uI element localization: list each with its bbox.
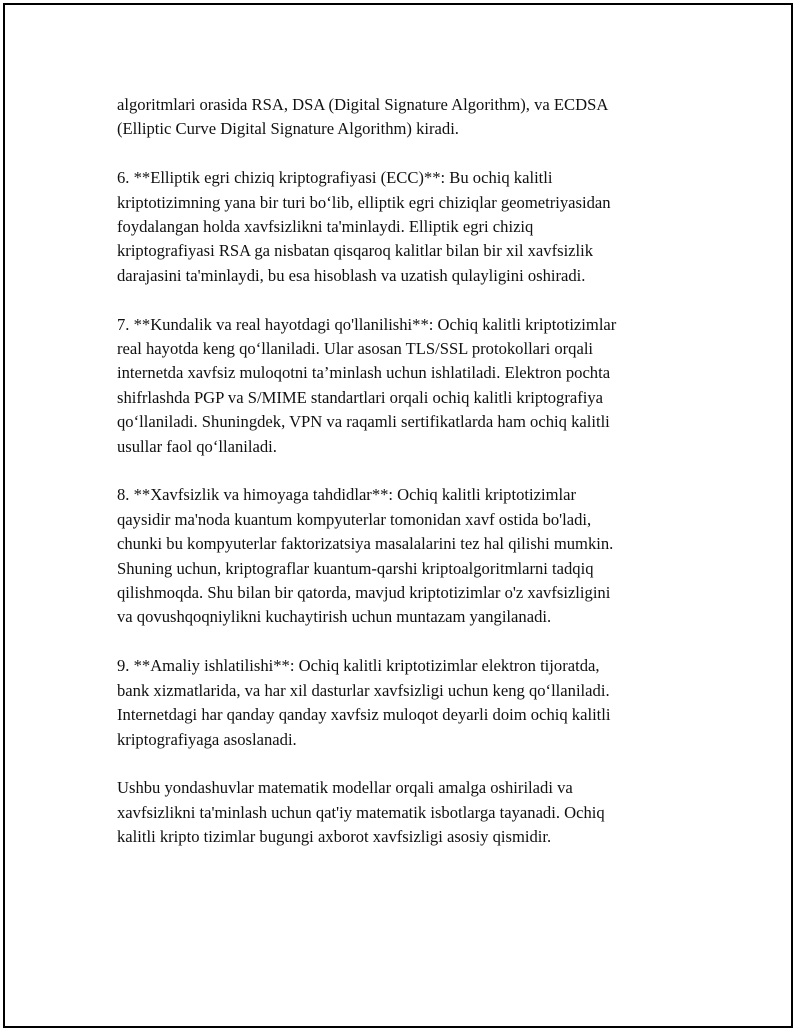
text-line: foydalangan holda xavfsizlikni ta'minlaydi. Elliptik egri chiziq [117,217,534,237]
text-line: 9. **Amaliy ishlatilishi**: Ochiq kalitli kriptotizimlar elektron tijoratda, [117,656,600,676]
paragraph-practical-use [117,654,677,752]
text-line: Shuning uchun, kriptograflar kuantum-qarshi kriptoalgoritmlarni tadqiq [117,558,594,578]
paragraph-conclusion [117,776,677,849]
text-line: Internetdagi har qanday qanday xavfsiz muloqot deyarli doim ochiq kalitli [117,705,611,725]
paragraph-security-threats [117,483,677,629]
text-line: real hayotda keng qo‘llaniladi. Ular asosan TLS/SSL protokollari orqali [117,339,594,359]
text-line: kriptografiyasi RSA ga nisbatan qisqaroq kalitlar bilan bir xil xavfsizlik [117,241,594,261]
text-line: Ushbu yondashuvlar matematik modellar orqali amalga oshiriladi va [117,778,573,798]
text-line: algoritmlari orasida RSA, DSA (Digital Signature Algorithm), va ECDSA [117,95,609,114]
text-line: 7. **Kundalik va real hayotdagi qo'llanilishi**: Ochiq kalitli kriptotizimlar [117,314,617,334]
text-line: 6. **Elliptik egri chiziq kriptografiyasi (ECC)**: Bu ochiq kalitli [117,168,553,188]
text-line: darajasini ta'minlaydi, bu esa hisoblash va uzatish qulayligini oshiradi. [117,265,586,285]
paragraph-signature-algorithms [117,93,677,142]
text-line: kriptografiyaga asoslanadi. [117,729,297,749]
text-line: bank xizmatlarida, va har xil dasturlar xavfsizligi uchun keng qo‘llaniladi. [117,680,610,700]
paragraph-ecc [117,166,677,288]
text-line: chunki bu kompyuterlar faktorizatsiya masalalarini tez hal qilishi mumkin. [117,534,614,554]
text-line: va qovushqoqniylikni kuchaytirish uchun muntazam yangilanadi. [117,607,552,627]
text-line: (Elliptic Curve Digital Signature Algorithm) kiradi. [117,119,459,139]
text-line: internetda xavfsiz muloqotni ta’minlash uchun ishlatiladi. Elektron pochta [117,363,611,383]
text-line: shifrlashda PGP va S/MIME standartlari orqali ochiq kalitli kriptografiya [117,387,604,407]
text-line: kriptotizimning yana bir turi bo‘lib, elliptik egri chiziqlar geometriyasidan [117,192,611,212]
document-body [117,93,677,874]
text-line: qo‘llaniladi. Shuningdek, VPN va raqamli sertifikatlarda ham ochiq kalitli [117,412,610,432]
text-line: qilishmoqda. Shu bilan bir qatorda, mavjud kriptotizimlar o'z xavfsizligini [117,583,611,603]
text-line: usullar faol qo‘llaniladi. [117,436,277,456]
text-line: 8. **Xavfsizlik va himoyaga tahdidlar**: Ochiq kalitli kriptotizimlar [117,485,576,505]
text-line: qaysidir ma'noda kuantum kompyuterlar tomonidan xavf ostida bo'ladi, [117,509,592,529]
text-line: xavfsizlikni ta'minlash uchun qat'iy matematik isbotlarga tayanadi. Ochiq [117,802,605,822]
paragraph-real-life-usage [117,313,677,459]
text-line: kalitli kripto tizimlar bugungi axborot xavfsizligi asosiy qismidir. [117,827,552,847]
